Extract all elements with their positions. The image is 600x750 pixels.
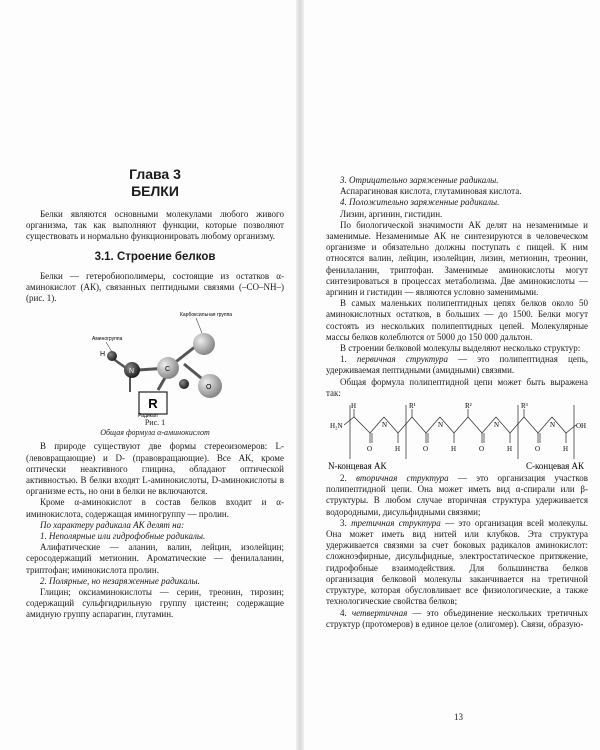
paragraph-proline: Кроме α-аминокислот в состав белков входит и α-иминокислота, содержащая иминогруппу — пролин. bbox=[26, 497, 284, 519]
chain-n-1: N bbox=[382, 421, 388, 430]
chain-oh: OH bbox=[576, 422, 587, 431]
carboxyl-oxygen-atom bbox=[193, 333, 215, 355]
chain-r2: R² bbox=[465, 402, 472, 411]
chapter-number: Глава 3 bbox=[129, 166, 181, 182]
paragraph-structures: В строении белковой молекулы выделяют несколько структур: bbox=[340, 343, 581, 354]
chain-o-3: O bbox=[479, 445, 485, 454]
figure-caption: Рис. 1 bbox=[144, 418, 166, 428]
text-secondary: — это организация участков полипептидной цепи. Она может иметь вид α-спирали или β-структуры. В любом случае вторичная структура удерживается водородными, дисульфидными связями; bbox=[326, 473, 588, 517]
polypeptide-diagram bbox=[326, 401, 588, 471]
heading-positive: 4. Положительно заряженные радикалы. bbox=[340, 197, 500, 208]
chain-r3: R³ bbox=[521, 402, 528, 411]
amino-acid-figure bbox=[26, 306, 284, 418]
atom-label-n: N bbox=[129, 368, 135, 376]
polypeptide-formula bbox=[326, 401, 588, 471]
chain-r1: R¹ bbox=[409, 402, 416, 411]
paragraph-secondary bbox=[326, 473, 588, 518]
term-primary: первичная структура bbox=[356, 354, 448, 365]
left-column bbox=[26, 166, 284, 621]
section-title: 3.1. Строение белков bbox=[94, 250, 216, 263]
paragraph-classification: По характеру радикала АК делят на: bbox=[40, 519, 185, 530]
c-terminal-label: С-концевая АК bbox=[526, 461, 585, 472]
paragraph-definition: Белки — гетеробиополимеры, состоящие из остатков α-аминокислот (АК), связанных пептидными связями (–CO–NH–) (рис. 1). bbox=[26, 270, 284, 304]
list-number-3: 3. bbox=[340, 517, 347, 528]
chain-h-2: H bbox=[395, 445, 401, 454]
right-column bbox=[326, 175, 588, 630]
term-quaternary: четвертичная bbox=[351, 607, 408, 618]
atom-label-c: C bbox=[165, 366, 171, 374]
chain-h-1: H bbox=[351, 402, 357, 411]
paragraph-formula-intro: Общая формула полипептидной цепи может быть выражена так: bbox=[326, 376, 588, 398]
chain-n-3: N bbox=[494, 421, 500, 430]
chain-o-2: O bbox=[423, 445, 429, 454]
right-page bbox=[304, 0, 600, 750]
intro-paragraph: Белки являются основными молекулами любого живого организма, так как выполняют функции, которые позволяют существовать и нормально функционировать любому организму. bbox=[26, 209, 284, 242]
chain-o-1: O bbox=[367, 445, 373, 454]
chain-n-4: N bbox=[550, 421, 556, 430]
chain-n-2: N bbox=[438, 421, 444, 430]
paragraph-positive: Лизин, аргинин, гистидин. bbox=[340, 208, 443, 219]
label-amino-group: Аминогруппа bbox=[92, 336, 123, 343]
text-tertiary: — это организация всей молекулы. Она может иметь вид нитей или клубков. Эта структура удерживается связями за счет боковых радикалов аминокислот: сложноэфирные, дисульфидные, электростатическое притяжение, гидрофобные взаимодействия. Для большинства белков организация белковой молекулы заканчивается на третичной структуре, которая обусловливает все физиологические, а также технологические свойства белков; bbox=[326, 517, 588, 607]
paragraph-essential: По биологической значимости АК делят на незаменимые и заменимые. Незаменимые АК не синтезируются в человеческом организме и обязательно должны поступать с пищей. К ним относятся валин, лейцин, изолейцин, лизин, метионин, треонин, фенилаланин, триптофан. Заменимые аминокислоты могут синтезироваться в процессах метаболизма. Две аминокислоты — аргинин и гистидин — являются условно заменимыми. bbox=[326, 219, 588, 298]
book-gutter bbox=[296, 0, 304, 750]
text-primary: — это полипептидная цепь, удерживаемая пептидными (амидными) связями. bbox=[326, 354, 588, 376]
paragraph-chain-length: В самых маленьких полипептидных цепях белков около 50 аминокислотных остатков, в больших — до 1500. Белки могут состоять из нескольких полипептидных цепей. Молекулярные массы белков колеблются от 5000 до 150 000 дальтон. bbox=[326, 298, 588, 342]
paragraph-quaternary bbox=[326, 608, 588, 630]
left-page bbox=[0, 0, 296, 750]
n-terminal-label: N-концевая АК bbox=[328, 461, 387, 472]
atom-label-h: H bbox=[100, 351, 106, 359]
list-number-1: 1. bbox=[340, 354, 347, 365]
term-secondary: вторичная структура bbox=[355, 473, 449, 484]
label-carboxyl-group: Карбоксильная группа bbox=[180, 312, 233, 319]
paragraph-negative: Аспарагиновая кислота, глутаминовая кислота. bbox=[340, 186, 522, 197]
text-quaternary: — это объединение нескольких третичных структур (протомеров) в единое целое (олигомер). Связи, образую- bbox=[326, 607, 588, 629]
amino-acid-diagram bbox=[26, 306, 284, 418]
paragraph-nonpolar: Алифатические — аланин, валин, лейцин, изолейцин; серосодержащий метионин. Ароматические — фенилаланин, триптофан; иминокислота пролин. bbox=[26, 542, 284, 575]
radical-letter: R bbox=[148, 396, 158, 412]
chapter-title: БЕЛКИ bbox=[131, 183, 179, 199]
atom-label-o: O bbox=[206, 384, 212, 392]
chain-o-4: O bbox=[535, 445, 541, 454]
list-number-4: 4. bbox=[340, 607, 347, 618]
paragraph-tertiary bbox=[326, 518, 588, 608]
paragraph-stereoisomers: В природе существуют две формы стереоизомеров: L- (левовращающие) и D- (правовращающие). Все АК, кроме оптически неактивного глицина, обладают оптической активностью. В белки входят L-аминокислоты, D-аминокислоты в организме есть, но они в белки не включаются. bbox=[26, 441, 284, 497]
hydrogen-atom bbox=[107, 351, 117, 361]
chain-h-4: H bbox=[507, 445, 513, 454]
page-number: 13 bbox=[454, 712, 463, 722]
term-tertiary: третичная структура bbox=[351, 517, 441, 528]
chain-h-5: H bbox=[563, 445, 569, 454]
list-number-2: 2. bbox=[340, 473, 347, 484]
figure-caption-italic: Общая формула α-аминокислот bbox=[100, 428, 210, 438]
chain-h2n: H₂N bbox=[330, 422, 343, 431]
carboxyl-hydrogen-atom bbox=[179, 379, 189, 389]
heading-nonpolar: 1. Неполярные или гидрофобные радикалы. bbox=[40, 531, 206, 542]
paragraph-polar: Глицин; оксиаминокислоты — серин, треонин, тирозин; содержащий сульфгидрильную группу цистеин; содержащие амидную группу аспарагин, глутамин. bbox=[26, 587, 284, 620]
label-radical: Радикал bbox=[138, 413, 158, 419]
heading-negative: 3. Отрицательно заряженные радикалы. bbox=[340, 175, 499, 185]
paragraph-primary bbox=[326, 354, 588, 376]
heading-polar: 2. Полярные, но незаряженные радикалы. bbox=[40, 575, 200, 586]
chain-h-3: H bbox=[451, 445, 457, 454]
